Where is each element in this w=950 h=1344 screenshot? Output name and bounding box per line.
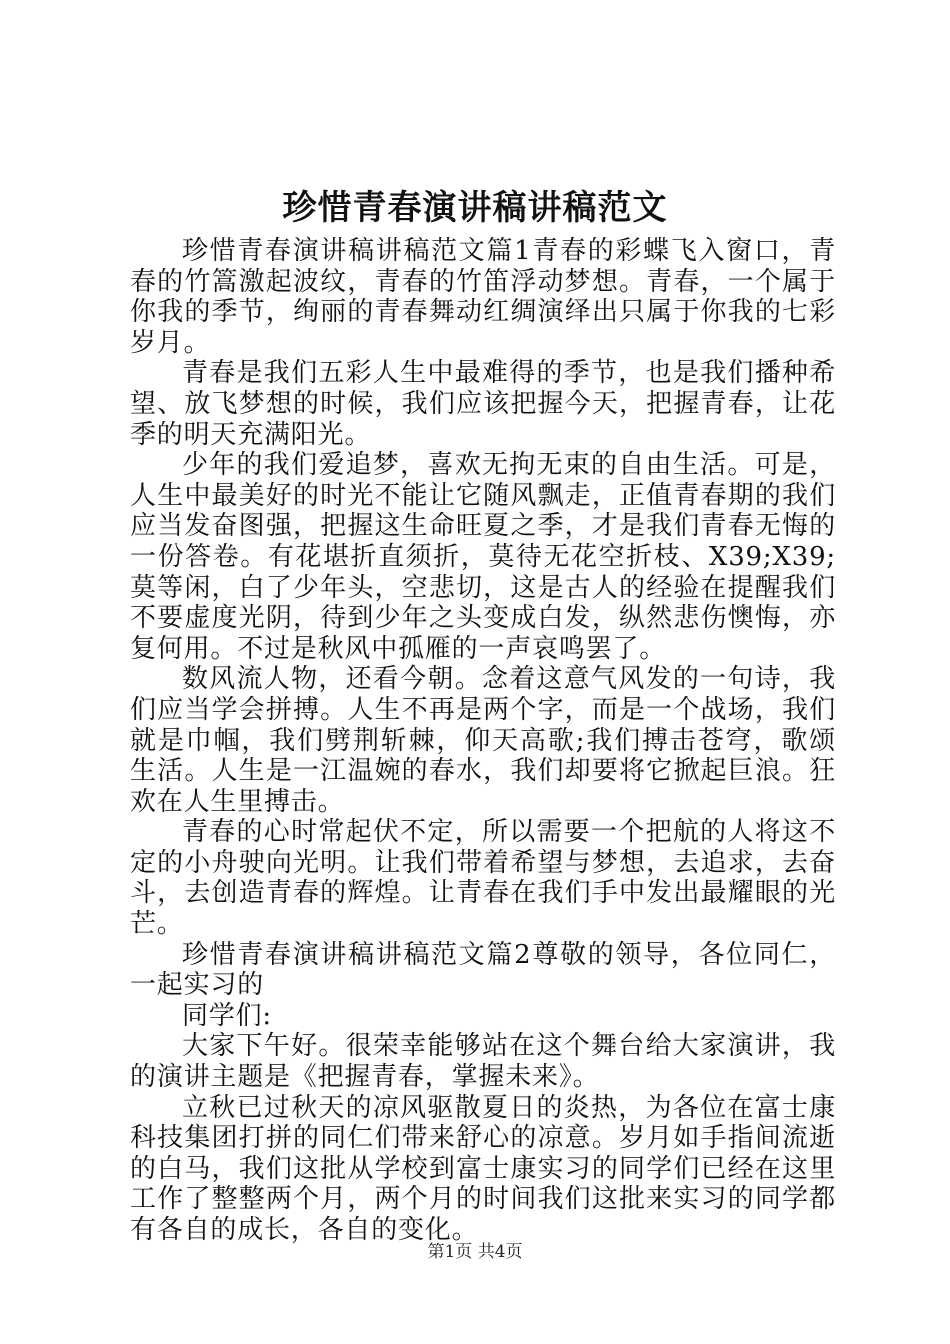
paragraph: 青春是我们五彩人生中最难得的季节，也是我们播种希望、放飞梦想的时候，我们应该把握今天，把握青春，让花季的明天充满阳光。 — [130, 358, 836, 450]
paragraph: 立秋已过秋天的凉风驱散夏日的炎热，为各位在富士康科技集团打拼的同仁们带来舒心的凉意。岁月如手指间流逝的白马，我们这批从学校到富士康实习的同学们已经在这里工作了整整两个月，两个月的时间我们这批来实习的同学都有各自的成长，各自的变化。 — [130, 1092, 836, 1245]
paragraph: 大家下午好。很荣幸能够站在这个舞台给大家演讲，我的演讲主题是《把握青春，掌握未来》。 — [130, 1031, 836, 1093]
paragraph: 青春的心时常起伏不定，所以需要一个把航的人将这不定的小舟驶向光明。让我们带着希望与梦想，去追求，去奋斗，去创造青春的辉煌。让青春在我们手中发出最耀眼的光芒。 — [130, 817, 836, 940]
document-body — [130, 236, 836, 1246]
document-title: 珍惜青春演讲稿讲稿范文 — [282, 188, 668, 228]
paragraph: 珍惜青春演讲稿讲稿范文篇1青春的彩蝶飞入窗口，青春的竹篙激起波纹，青春的竹笛浮动梦想。青春，一个属于你我的季节，绚丽的青春舞动红绸演绎出只属于你我的七彩岁月。 — [130, 236, 836, 358]
paragraph: 数风流人物，还看今朝。念着这意气风发的一句诗，我们应当学会拼搏。人生不再是两个字，而是一个战场，我们就是巾帼，我们劈荆斩棘，仰天高歌;我们搏击苍穹，歌颂生活。人生是一江温婉的春水，我们却要将它掀起巨浪。狂欢在人生里搏击。 — [130, 664, 836, 817]
page-footer: 第1页 共4页 — [427, 1242, 523, 1262]
paragraph: 珍惜青春演讲稿讲稿范文篇2尊敬的领导，各位同仁，一起实习的 — [130, 939, 836, 1001]
paragraph: 少年的我们爱追梦，喜欢无拘无束的自由生活。可是，人生中最美好的时光不能让它随风飘走，正值青春期的我们应当发奋图强，把握这生命旺夏之季，才是我们青春无悔的一份答卷。有花堪折直须折，莫待无花空折枝、X39;X39;莫等闲，白了少年头，空悲切，这是古人的经验在提醒我们不要虚度光阴，待到少年之头变成白发，纵然悲伤懊悔，亦复何用。不过是秋风中孤雁的一声哀鸣罢了。 — [130, 450, 836, 664]
paragraph: 同学们: — [182, 1000, 272, 1031]
